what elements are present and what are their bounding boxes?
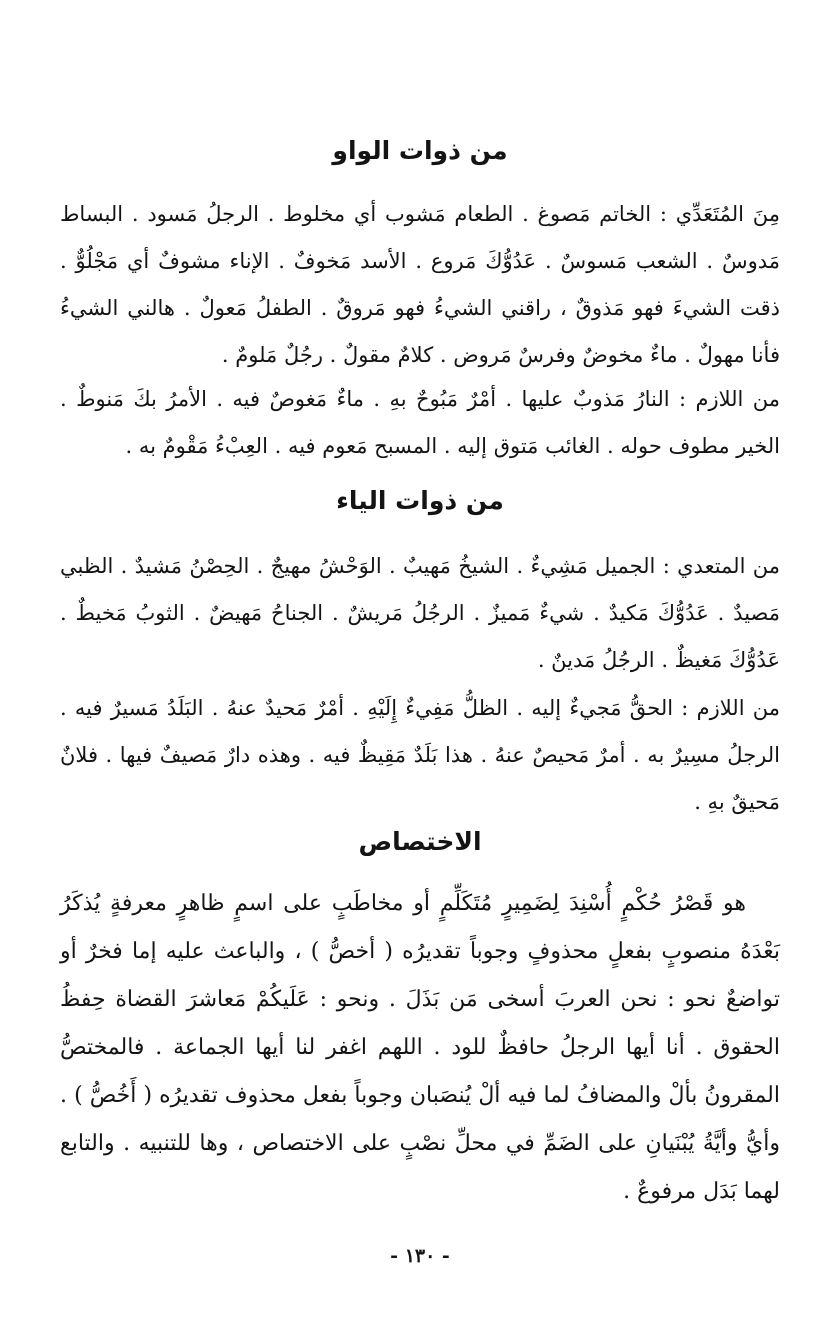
paragraph-ikhtisas-body: هو قَصْرُ حُكْمٍ أُسْنِدَ لِضَمِيرٍ مُتَكَلِّمٍ أو مخاطَبٍ على اسمٍ ظاهرٍ معرفةٍ يُذكَرُ بَعْدَهُ منصوبٍ بفعلٍ محذوفٍ وجوباً تقديرُه ( أخصُّ ) ، والباعث عليه إما فخرٌ أو تواضعٌ نحو : نحن العربَ أسخى مَن بَذَلَ . ونحو : عَلَيكُمْ مَعاشرَ القضاة حِفظُ الحقوق . أنا أيها الرجلُ حافظٌ للود . اللهم اغفر لنا أيها الجماعة . فالمختصُّ المقرونُ بألْ والمضافُ لما فيه ألْ يُنصَبان وجوباً بفعل محذوف تقديرُه ( أَخُصُّ ) . وأيُّ وأيَّةُ يُبْنَيانِ على الضَمِّ في محلِّ نصْبٍ على الاختصاص ، وها للتنبيه . والتابع لهما بَدَل مرفوعٌ . <box>60 891 780 1204</box>
section-heading-yaa: من ذوات الياء <box>336 486 504 515</box>
paragraph-waw-intransitive: من اللازم : النارُ مَذوبٌ عليها . أمْرٌ مَبُوحٌ بهِ . ماءٌ مَغوصٌ فيه . الأمرُ بكَ مَنوطٌ . الخير مطوف حوله . الغائب مَتوق إليه . المسبح مَعوم فيه . العِبْءُ مَقْومٌ به . <box>60 387 780 458</box>
section-heading-ikhtisas: الاختصاص <box>358 827 482 856</box>
paragraph-waw-transitive: مِنَ المُتَعَدِّي : الخاتم مَصوغ . الطعام مَشوب أي مخلوط . الرجلُ مَسود . البساط مَدوسٌ . الشعب مَسوسٌ . عَدُوُّكَ مَروع . الأسد مَخوفٌ . الإناء مشوفٌ أي مَجْلُوٌّ . ذقت الشيءَ فهو مَذوقٌ ، راقني الشيءُ فهو مَروقٌ . الطفلُ مَعولٌ . هالني الشيءُ فأنا مهولٌ . ماءٌ مخوضٌ وفرسٌ مَروض . كلامٌ مقولٌ . رجُلٌ مَلومٌ . <box>60 202 780 367</box>
document-page <box>60 0 780 1319</box>
paragraph-yaa-transitive: من المتعدي : الجميل مَشِيءٌ . الشيخُ مَهيبٌ . الوَحْشُ مهيجٌ . الحِصْنُ مَشيدٌ . الظبي مَصيدٌ . عَدُوُّكَ مَكيدٌ . شيءٌ مَميزٌ . الرجُلُ مَريشٌ . الجناحُ مَهيضٌ . الثوبُ مَخيطٌ . عَدُوُّكَ مَغيظٌ . الرجُلُ مَدينٌ . <box>60 554 780 672</box>
paragraph-yaa-intransitive: من اللازم : الحقُّ مَجيءٌ إليه . الظلُّ مَفِيءٌ إِلَيْهِ . أمْرٌ مَحيدٌ عنهُ . البَلَدُ مَسيرٌ فيه . الرجلُ مسِيرٌ به . أمرٌ مَحيصٌ عنهُ . هذا بَلَدٌ مَقِيظٌ فيه . وهذه دارٌ مَصيفٌ فيها . فلانٌ مَحيقٌ بهِ . <box>60 696 780 814</box>
section-heading-waw: من ذوات الواو <box>332 136 508 165</box>
page-number: - ١٣٠ - <box>390 1245 450 1267</box>
